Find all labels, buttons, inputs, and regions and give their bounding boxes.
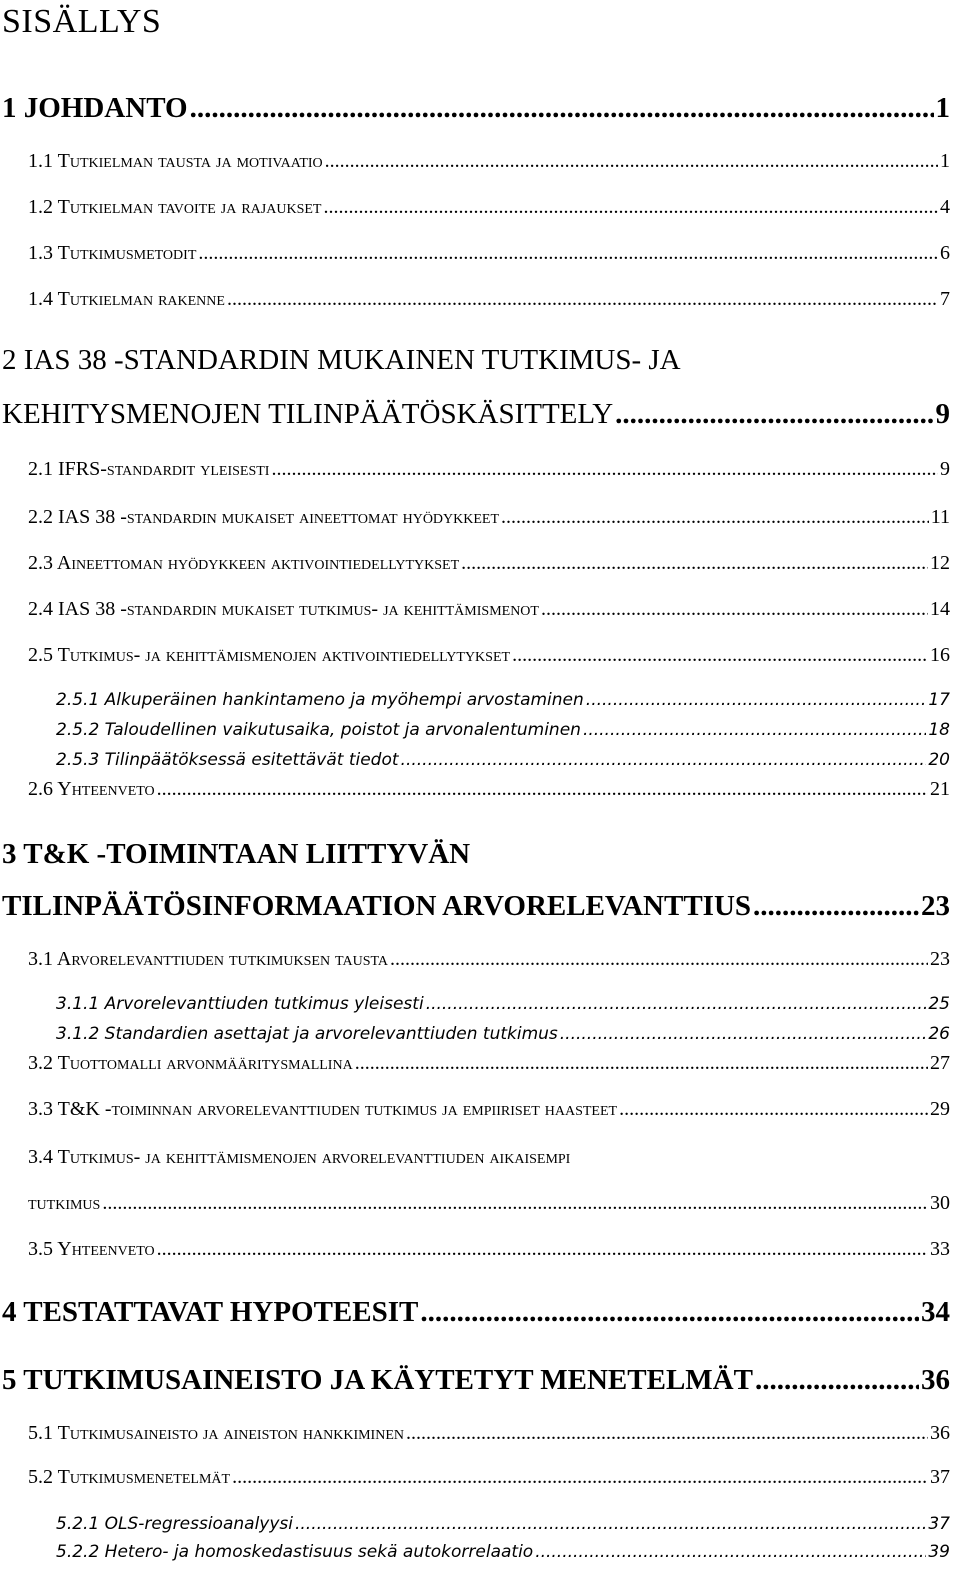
toc-entry-5-2-2[interactable]: 5.2.2 Hetero- ja homoskedastisuus sekä autokorrelaatio ..... 39 (56, 1542, 950, 1562)
toc-entry-chapter-5[interactable]: 5 TUTKIMUSAINEISTO JA KÄYTETYT MENETELMÄT ..... 36 (2, 1364, 950, 1397)
toc-entry-1-1[interactable]: 1.1 Tutkielman tausta ja motivaatio ..... 1 (28, 150, 950, 173)
toc-title: SISÄLLYS (2, 3, 162, 40)
toc-entry-1-3[interactable]: 1.3 Tutkimusmetodit ..... 6 (28, 242, 950, 265)
toc-chapter-3-line-1: 3 T&K -TOIMINTAAN LIITTYVÄN (2, 838, 471, 870)
toc-entry-2-5-1[interactable]: 2.5.1 Alkuperäinen hankintameno ja myöhempi arvostaminen ..... 17 (56, 690, 950, 710)
toc-entry-chapter-3[interactable]: TILINPÄÄTÖSINFORMAATION ARVORELEVANTTIUS ..... 23 (2, 890, 950, 923)
toc-entry-chapter-4[interactable]: 4 TESTATTAVAT HYPOTEESIT ..... 34 (2, 1296, 950, 1329)
toc-entry-5-1[interactable]: 5.1 Tutkimusaineisto ja aineiston hankkiminen ..... 36 (28, 1422, 950, 1445)
toc-entry-3-1-2[interactable]: 3.1.2 Standardien asettajat ja arvorelevanttiuden tutkimus ..... 26 (56, 1024, 950, 1044)
toc-entry-2-5-3[interactable]: 2.5.3 Tilinpäätöksessä esitettävät tiedot ..... 20 (56, 750, 950, 770)
toc-entry-3-3[interactable]: 3.3 T&K -toiminnan arvorelevanttiuden tutkimus ja empiiriset haasteet ..... 29 (28, 1098, 950, 1121)
toc-entry-2-5[interactable]: 2.5 Tutkimus- ja kehittämismenojen aktivointiedellytykset ..... 16 (28, 644, 950, 667)
toc-entry-3-1-1[interactable]: 3.1.1 Arvorelevanttiuden tutkimus yleisesti ..... 25 (56, 994, 950, 1014)
toc-entry-3-2[interactable]: 3.2 Tuottomalli arvonmääritysmallina ..... 27 (28, 1052, 950, 1075)
toc-entry-1-2[interactable]: 1.2 Tutkielman tavoite ja rajaukset ..... 4 (28, 196, 950, 219)
toc-entry-2-3[interactable]: 2.3 Aineettoman hyödykkeen aktivointiedellytykset ..... 12 (28, 552, 950, 575)
toc-entry-2-4[interactable]: 2.4 IAS 38 -standardin mukaiset tutkimus- ja kehittämismenot ..... 14 (28, 598, 950, 621)
toc-label: 1 JOHDANTO (2, 92, 188, 124)
toc-entry-3-1[interactable]: 3.1 Arvorelevanttiuden tutkimuksen tausta ..... 23 (28, 948, 950, 971)
toc-entry-5-2[interactable]: 5.2 Tutkimusmenetelmät ..... 37 (28, 1466, 950, 1489)
toc-entry-3-4[interactable]: tutkimus ..... 30 (28, 1192, 950, 1215)
toc-entry-2-1[interactable]: 2.1 IFRS-standardit yleisesti ..... 9 (28, 458, 950, 481)
toc-entry-1-4[interactable]: 1.4 Tutkielman rakenne ..... 7 (28, 288, 950, 311)
toc-entry-chapter-2[interactable]: KEHITYSMENOJEN TILINPÄÄTÖSKÄSITTELY ..... 9 (2, 398, 950, 431)
toc-page-number: 1 (935, 92, 950, 124)
toc-entry-2-6[interactable]: 2.6 Yhteenveto ..... 21 (28, 778, 950, 801)
toc-entry-3-5[interactable]: 3.5 Yhteenveto ..... 33 (28, 1238, 950, 1261)
toc-entry-3-4-line-1: 3.4 Tutkimus- ja kehittämismenojen arvorelevanttiuden aikaisempi (28, 1146, 571, 1168)
toc-entry-chapter-1[interactable] (2, 92, 950, 125)
toc-entry-2-5-2[interactable]: 2.5.2 Taloudellinen vaikutusaika, poistot ja arvonalentuminen ..... 18 (56, 720, 950, 740)
toc-chapter-2-line-1: 2 IAS 38 -STANDARDIN MUKAINEN TUTKIMUS- JA (2, 344, 681, 376)
toc-entry-2-2[interactable]: 2.2 IAS 38 -standardin mukaiset aineettomat hyödykkeet ..... 11 (28, 506, 950, 529)
toc-entry-5-2-1[interactable]: 5.2.1 OLS-regressioanalyysi ..... 37 (56, 1514, 950, 1534)
